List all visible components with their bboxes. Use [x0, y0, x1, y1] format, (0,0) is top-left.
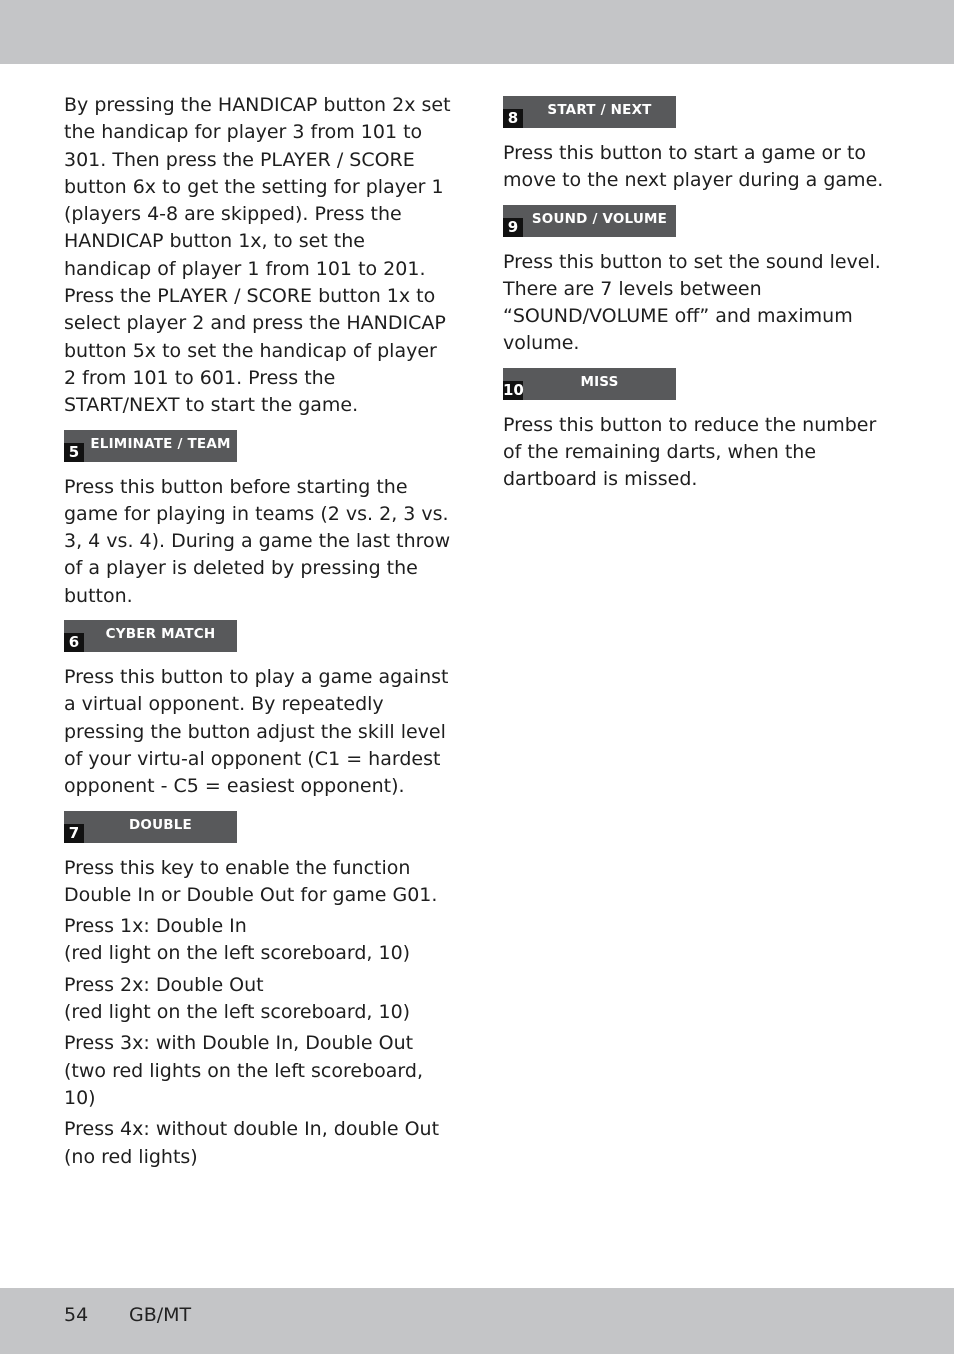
- section-text-start-next: Press this button to start a game or to move to the next player during a game.: [503, 142, 884, 192]
- section-heading-eliminate-team: [64, 430, 237, 462]
- section-label: SOUND / VOLUME: [531, 210, 668, 227]
- press-line1: Press 2x: Double Out: [64, 973, 264, 996]
- section-number: 5: [64, 443, 84, 462]
- section-number: 6: [64, 633, 84, 652]
- section-text-cyber-match: Press this button to play a game against a virtual opponent. By repeatedly pressing the button adjust the skill level of your virtu-al opponent (C1 = hardest opponent - C5 = easiest opponent).: [64, 666, 449, 798]
- page-number: 54: [64, 1304, 89, 1326]
- right-column: [503, 96, 898, 494]
- section-text-double: Press this key to enable the function Double In or Double Out for game G01.: [64, 856, 438, 906]
- section-heading-cyber-match: [64, 620, 237, 652]
- header-band: [0, 0, 954, 64]
- press-item: [64, 1030, 454, 1112]
- section-label: CYBER MATCH: [105, 626, 216, 643]
- section-text-eliminate-team: Press this button before starting the game for playing in teams (2 vs. 2, 3 vs. 3, 4 vs. 4). During a game the last throw of a player is deleted by pressing the button.: [64, 475, 451, 607]
- press-line2: (red light on the left scoreboard, 10): [64, 942, 411, 965]
- locale-code: GB/MT: [129, 1304, 192, 1326]
- section-label: MISS: [580, 373, 619, 390]
- section-text-sound-volume: Press this button to set the sound level. There are 7 levels between “SOUND/VOLUME off” and maximum volume.: [503, 250, 881, 355]
- press-line1: Press 3x: with Double In, Double Out: [64, 1032, 414, 1055]
- press-line2: (no red lights): [64, 1145, 198, 1168]
- section-heading-start-next: [503, 96, 676, 128]
- section-heading-double: [64, 811, 237, 843]
- section-text-miss: Press this button to reduce the number of the remaining darts, when the dartboard is missed.: [503, 413, 877, 491]
- press-line2: (red light on the left scoreboard, 10): [64, 1001, 411, 1024]
- section-number: 10: [503, 380, 524, 399]
- section-label: ELIMINATE / TEAM: [90, 435, 231, 452]
- section-label: START / NEXT: [547, 102, 652, 118]
- press-item: [64, 1116, 454, 1171]
- section-heading-sound-volume: [503, 205, 676, 237]
- press-line1: Press 1x: Double In: [64, 915, 247, 938]
- intro-paragraph: By pressing the HANDICAP button 2x set the handicap for player 3 from 101 to 301. Then press the PLAYER / SCORE button 6x to get the setting for player 1 (players 4-8 are skipped). Press the HANDICAP button 1x, to set the handicap of player 1 from 101 to 201. Press the PLAYER / SCORE button 1x to select player 2 and press the HANDICAP button 5x to set the handicap of player 2 from 101 to 601. Press the START/NEXT to start the game.: [64, 94, 451, 417]
- section-number: 7: [64, 824, 84, 843]
- left-column: [64, 92, 454, 1171]
- press-line1: Press 4x: without double In, double Out: [64, 1118, 440, 1141]
- press-line2: (two red lights on the left scoreboard, 10): [64, 1059, 423, 1109]
- press-item: [64, 913, 454, 968]
- section-number: 8: [503, 109, 523, 128]
- section-heading-miss: [503, 368, 676, 400]
- section-label: DOUBLE: [129, 816, 192, 833]
- section-number: 9: [503, 218, 523, 237]
- press-item: [64, 972, 454, 1027]
